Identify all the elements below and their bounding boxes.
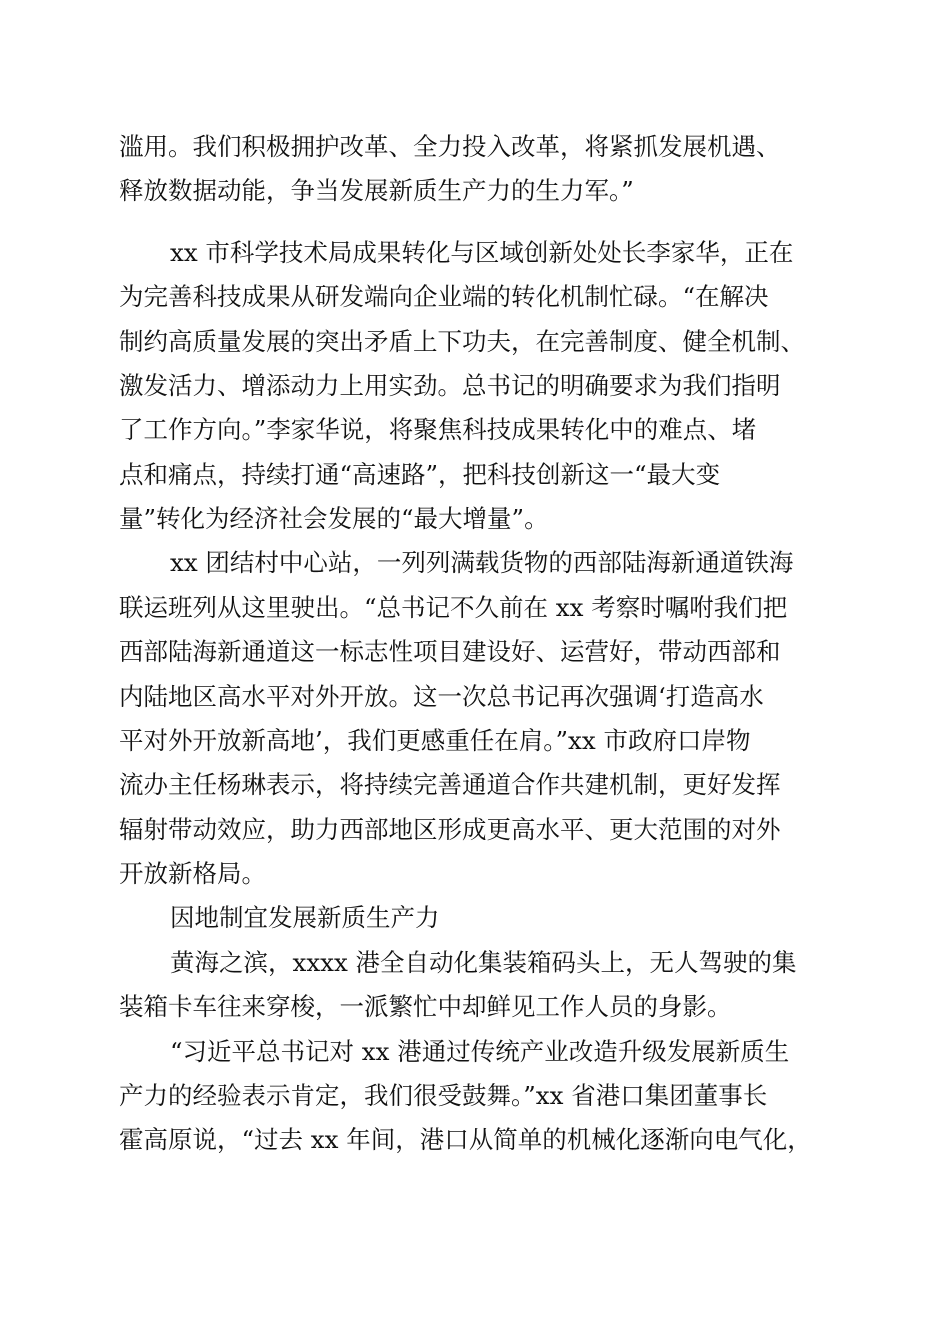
text-line: 释放数据动能，争当发展新质生产力的生力军。” <box>119 176 634 205</box>
text-line: 联运班列从这里驶出。“总书记不久前在 xx 考察时嘱咐我们把 <box>119 593 788 622</box>
paragraph-first-line: 黄海之滨，xxxx 港全自动化集装箱码头上，无人驾驶的集 <box>170 948 797 977</box>
text-line: 开放新格局。 <box>119 859 266 888</box>
text-line: 制约高质量发展的突出矛盾上下功夫，在完善制度、健全机制、 <box>119 327 805 356</box>
text-line: 产力的经验表示肯定，我们很受鼓舞。”xx 省港口集团董事长 <box>119 1081 768 1110</box>
text-line: 内陆地区高水平对外开放。这一次总书记再次强调‘打造高水 <box>119 682 764 711</box>
text-line: 西部陆海新通道这一标志性项目建设好、运营好，带动西部和 <box>119 637 781 666</box>
text-line: 流办主任杨琳表示，将持续完善通道合作共建机制，更好发挥 <box>119 770 781 799</box>
text-line: 平对外开放新高地’，我们更感重任在肩。”xx 市政府口岸物 <box>119 726 751 755</box>
text-line: 霍高原说，“过去 xx 年间，港口从简单的机械化逐渐向电气化， <box>119 1125 812 1154</box>
text-line: 量”转化为经济社会发展的“最大增量”。 <box>119 504 549 533</box>
text-line: 激发活力、增添动力上用实劲。总书记的明确要求为我们指明 <box>119 371 781 400</box>
text-line: 点和痛点，持续打通“高速路”，把科技创新这一“最大变 <box>119 460 721 489</box>
text-line: 滥用。我们积极拥护改革、全力投入改革，将紧抓发展机遇、 <box>119 132 781 161</box>
paragraph-first-line: “习近平总书记对 xx 港通过传统产业改造升级发展新质生 <box>170 1037 790 1066</box>
paragraph-first-line: xx 市科学技术局成果转化与区域创新处处长李家华，正在 <box>170 238 794 267</box>
text-line: 了工作方向。”李家华说，将聚焦科技成果转化中的难点、堵 <box>119 415 757 444</box>
section-heading: 因地制宜发展新质生产力 <box>170 903 440 932</box>
text-line: 辐射带动效应，助力西部地区形成更高水平、更大范围的对外 <box>119 815 781 844</box>
text-line: 为完善科技成果从研发端向企业端的转化机制忙碌。“在解决 <box>119 282 769 311</box>
text-line: 装箱卡车往来穿梭，一派繁忙中却鲜见工作人员的身影。 <box>119 992 732 1021</box>
paragraph-first-line: xx 团结村中心站，一列列满载货物的西部陆海新通道铁海 <box>170 548 794 577</box>
